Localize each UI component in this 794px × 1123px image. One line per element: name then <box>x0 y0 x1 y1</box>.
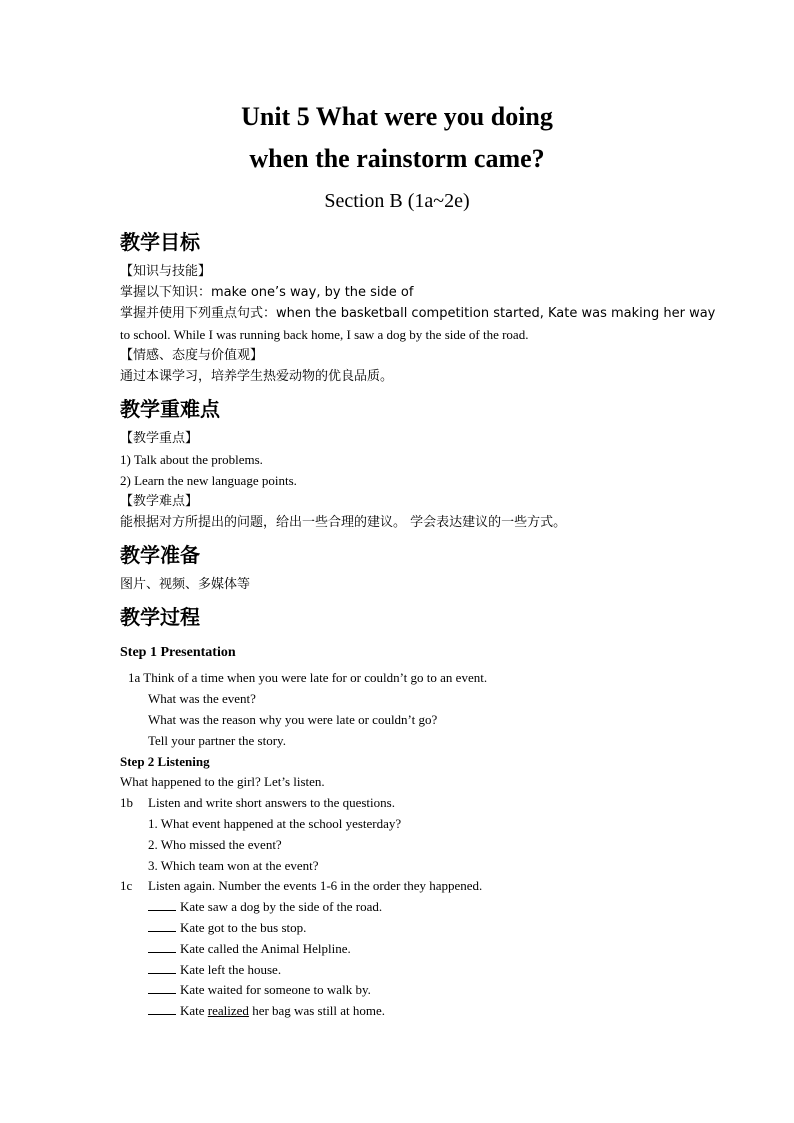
focus-item: 1) Talk about the problems. <box>120 452 263 467</box>
knowledge-line: to school. While I was running back home, I saw a dog by the side of the road. <box>120 327 529 342</box>
event-item <box>148 981 371 999</box>
heading-process: 教学过程 <box>120 605 200 629</box>
answer-blank[interactable] <box>148 898 176 911</box>
question-item: 3. Which team won at the event? <box>148 858 319 873</box>
event-text: Kate saw a dog by the side of the road. <box>180 899 383 914</box>
heading-preparation: 教学准备 <box>120 543 200 567</box>
event-text: Kate waited for someone to walk by. <box>180 982 371 997</box>
focus-label: 【教学重点】 <box>120 431 199 446</box>
preparation-text: 图片、视频、多媒体等 <box>120 577 251 592</box>
focus-item: 2) Learn the new language points. <box>120 473 297 488</box>
difficulty-text: 能根据对方所提出的问题，给出一些合理的建议。 学会表达建议的一些方式。 <box>120 515 567 530</box>
unit-subtitle: when the rainstorm came? <box>249 144 545 173</box>
question-item: What was the reason why you were late or couldn’t go? <box>148 712 438 727</box>
unit-title: Unit 5 What were you doing <box>241 102 553 131</box>
activity-1c-text: Listen again. Number the events 1-6 in the order they happened. <box>148 878 483 893</box>
activity-1c-label: 1c <box>120 878 133 893</box>
question-item: 2. Who missed the event? <box>148 837 282 852</box>
event-text: Kate called the Animal Helpline. <box>180 941 351 956</box>
question-item: What was the event? <box>148 691 256 706</box>
question-item: Tell your partner the story. <box>148 733 286 748</box>
knowledge-label: 【知识与技能】 <box>120 264 212 279</box>
event-item <box>148 919 306 937</box>
underlined-word: realized <box>207 1003 249 1018</box>
event-item <box>148 961 281 979</box>
activity-1a: 1a Think of a time when you were late for or couldn’t go to an event. <box>128 670 488 685</box>
question-item: 1. What event happened at the school yesterday? <box>148 816 402 831</box>
activity-1b-text: Listen and write short answers to the questions. <box>148 795 395 810</box>
event-item <box>148 898 382 916</box>
event-text: Kate left the house. <box>180 962 282 977</box>
event-item <box>148 1002 385 1020</box>
event-text-pre: Kate <box>180 1003 205 1018</box>
answer-blank[interactable] <box>148 940 176 953</box>
step2-title: Step 2 Listening <box>120 754 210 769</box>
section-label: Section B (1a~2e) <box>324 190 470 212</box>
heading-key-points: 教学重难点 <box>120 397 220 421</box>
step2-intro: What happened to the girl? Let’s listen. <box>120 774 325 789</box>
emotion-label: 【情感、态度与价值观】 <box>120 348 264 363</box>
event-text-post: her bag was still at home. <box>252 1003 386 1018</box>
answer-blank[interactable] <box>148 961 176 974</box>
emotion-text: 通过本课学习，培养学生热爱动物的优良品质。 <box>120 369 394 384</box>
answer-blank[interactable] <box>148 1002 176 1015</box>
event-item <box>148 940 351 958</box>
activity-1b-label: 1b <box>120 795 133 810</box>
knowledge-line: 掌握以下知识：make one’s way, by the side of <box>120 285 414 300</box>
answer-blank[interactable] <box>148 981 176 994</box>
heading-objectives: 教学目标 <box>120 230 200 254</box>
knowledge-line: 掌握并使用下列重点句式：when the basketball competition started, Kate was making her way <box>120 306 716 321</box>
event-text: Kate got to the bus stop. <box>180 920 307 935</box>
step1-title: Step 1 Presentation <box>120 645 236 660</box>
answer-blank[interactable] <box>148 919 176 932</box>
difficulty-label: 【教学难点】 <box>120 494 199 509</box>
